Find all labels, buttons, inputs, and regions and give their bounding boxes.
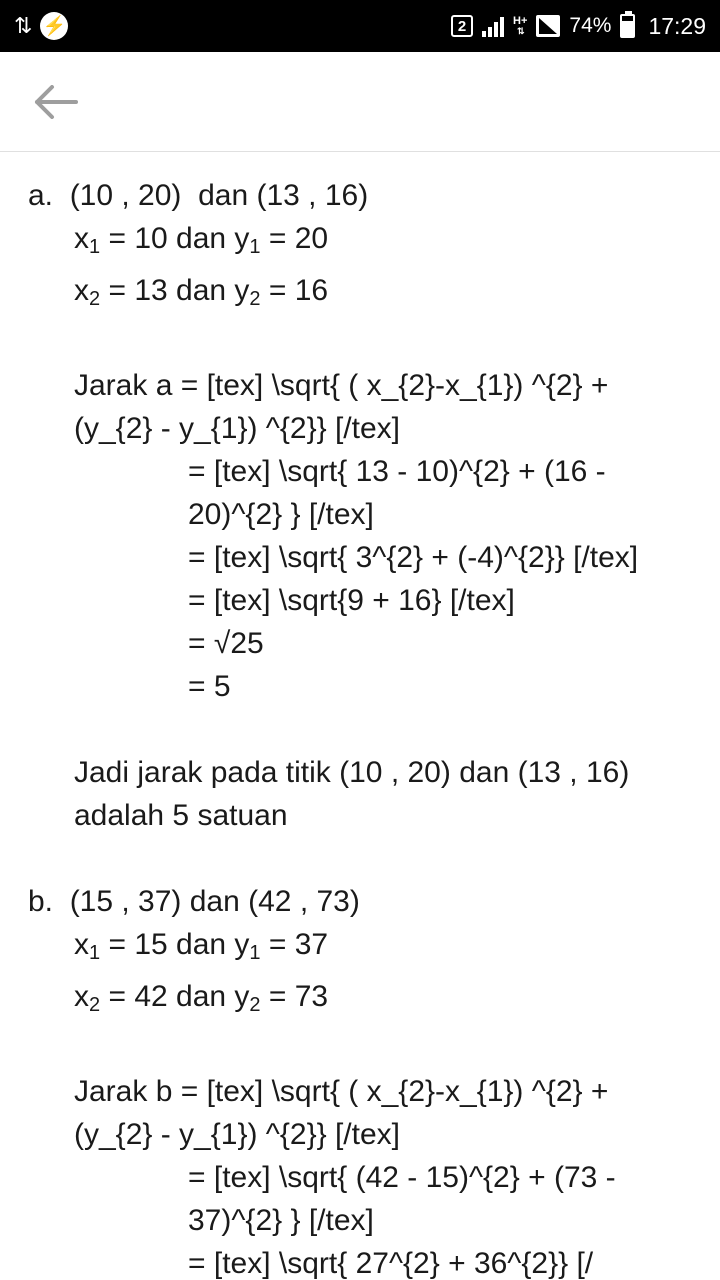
network-type-label: H+ xyxy=(513,15,528,27)
status-bar-left xyxy=(14,12,68,40)
content-line: b. (15 , 37) dan (42 , 73) xyxy=(28,885,360,918)
network-type-icon xyxy=(513,16,527,36)
signal-strength-icon xyxy=(536,15,560,37)
content-line: = [tex] \sqrt{9 + 16} [/tex] xyxy=(188,584,515,617)
content-line: = 5 xyxy=(188,670,231,703)
battery-percent-label: 74% xyxy=(569,14,612,37)
sim-badge-icon: 2 xyxy=(451,15,473,37)
content-line: = [tex] \sqrt{ 27^{2} + 36^{2}} [/ xyxy=(188,1247,594,1280)
network-activity-icon: ⇅ xyxy=(516,26,524,36)
content-line: $x_1 = 10$ dan $y_1 = 20$ xyxy=(74,222,329,258)
content-line: = √25 xyxy=(188,627,264,660)
content-line: a. (10 , 20) dan (13 , 16) xyxy=(28,179,369,212)
blank-line xyxy=(28,837,692,880)
blank-line xyxy=(28,708,692,751)
back-arrow-icon[interactable] xyxy=(30,76,82,128)
clock-label: 17:29 xyxy=(648,12,706,39)
status-bar xyxy=(0,0,720,52)
blank-line xyxy=(28,1027,692,1070)
content-line: $x_2 = 42$ dan $y_2 = 73$ xyxy=(74,980,329,1016)
content-line: Jarak b = [tex] \sqrt{ ( x_{2}-x_{1}) ^{2} + (y_{2} - y_{1}) ^{2}} [/tex] xyxy=(74,1075,617,1151)
messenger-icon: ⚡ xyxy=(40,12,68,40)
status-bar-right xyxy=(451,13,706,40)
battery-icon xyxy=(620,14,635,38)
content-line: $x_2 = 13$ dan $y_2 = 16$ xyxy=(74,274,329,310)
signal-bars-icon xyxy=(482,15,504,37)
content-line: Jadi jarak pada titik (10 , 20) dan (13 , 16) adalah 5 satuan xyxy=(74,756,638,832)
blank-line xyxy=(28,321,692,364)
content-line: $x_1 = 15$ dan $y_1 = 37$ xyxy=(74,928,329,964)
content-line: = [tex] \sqrt{ 3^{2} + (-4)^{2}} [/tex] xyxy=(188,541,639,574)
app-bar xyxy=(0,52,720,152)
answer-content xyxy=(0,152,720,1280)
content-line: = [tex] \sqrt{ 13 - 10)^{2} + (16 - 20)^{2} } [/tex] xyxy=(188,455,614,531)
content-line: Jarak a = [tex] \sqrt{ ( x_{2}-x_{1}) ^{2} + (y_{2} - y_{1}) ^{2}} [/tex] xyxy=(74,369,617,445)
sync-icon: ⇅ xyxy=(14,13,31,38)
content-line: = [tex] \sqrt{ (42 - 15)^{2} + (73 - 37)^{2} } [/tex] xyxy=(188,1161,624,1237)
